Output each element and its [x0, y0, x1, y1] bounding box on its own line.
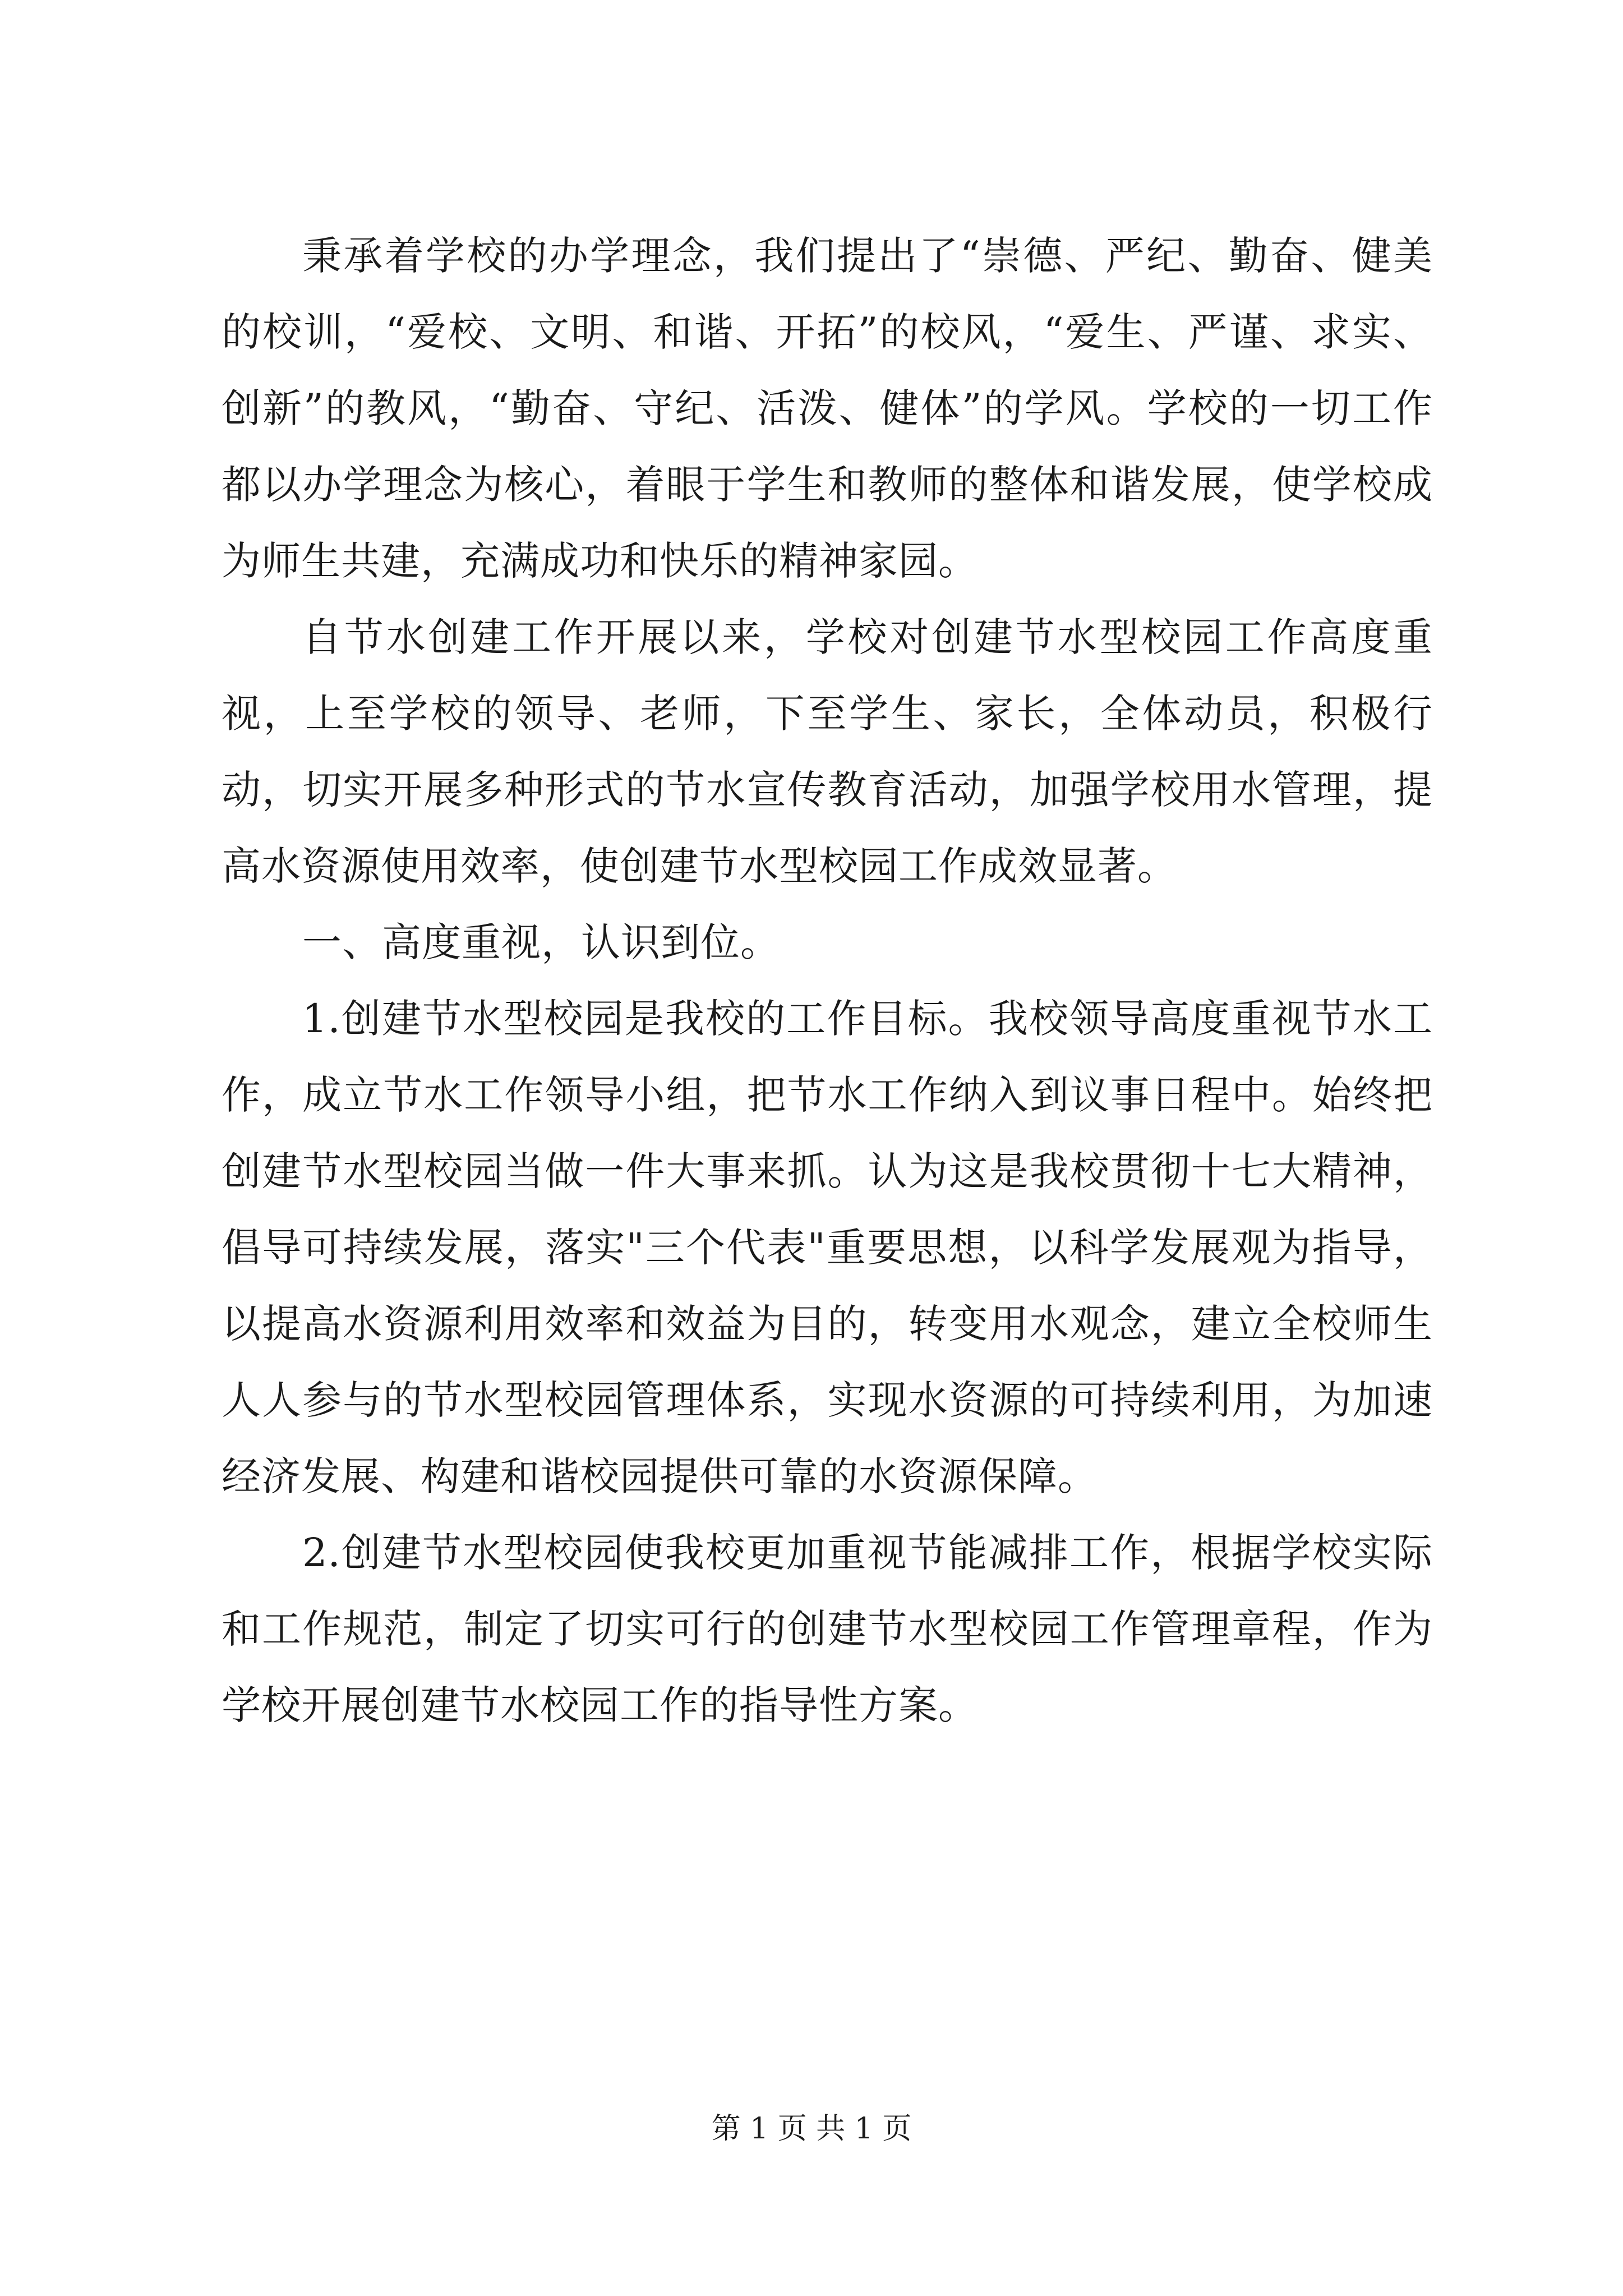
paragraph-water-saving-intro: 自节水创建工作开展以来，学校对创建节水型校园工作高度重视，上至学校的领导、老师，下至学生、家长，全体动员，积极行动，切实开展多种形式的节水宣传教育活动，加强学校用水管理，提高水资源使用效率，使创建节水型校园工作成效显著。	[222, 614, 1433, 889]
paragraph-item-2: 2.创建节水型校园使我校更加重视节能减排工作，根据学校实际和工作规范，制定了切实可行的创建节水型校园工作管理章程，作为学校开展创建节水校园工作的指导性方案。	[222, 1530, 1433, 1728]
page-footer: 第 1 页 共 1 页	[711, 2112, 912, 2146]
paragraph-school-philosophy: 秉承着学校的办学理念，我们提出了“崇德、严纪、勤奋、健美的校训，“爱校、文明、和谐、开拓”的校风，“爱生、严谨、求实、创新”的教风，“勤奋、守纪、活泼、健体”的学风。学校的一切工作都以办学理念为核心，着眼于学生和教师的整体和谐发展，使学校成为师生共建，充满成功和快乐的精神家园。	[222, 233, 1433, 584]
section-heading-1: 一、高度重视，认识到位。	[302, 919, 780, 965]
paragraph-item-1: 1.创建节水型校园是我校的工作目标。我校领导高度重视节水工作，成立节水工作领导小组，把节水工作纳入到议事日程中。始终把创建节水型校园当做一件大事来抓。认为这是我校贯彻十七大精神，倡导可持续发展，落实"三个代表"重要思想，以科学发展观为指导，以提高水资源利用效率和效益为目的，转变用水观念，建立全校师生人人参与的节水型校园管理体系，实现水资源的可持续利用，为加速经济发展、构建和谐校园提供可靠的水资源保障。	[222, 996, 1433, 1499]
document-body	[222, 218, 1433, 1743]
